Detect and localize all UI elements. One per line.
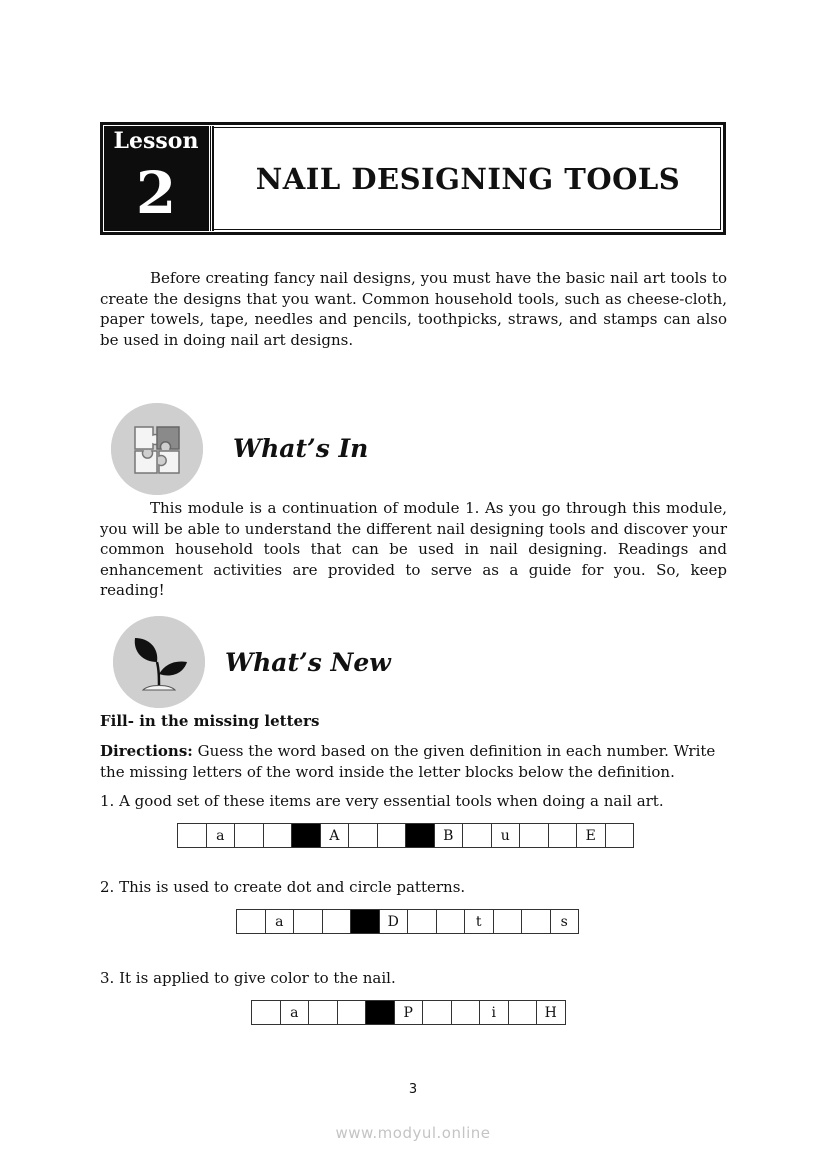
whats-in-paragraph: [100, 498, 727, 601]
letter-block[interactable]: [178, 824, 207, 848]
letter-block: u: [492, 824, 521, 848]
watermark: www.modyul.online: [335, 1124, 491, 1142]
letter-block[interactable]: [408, 910, 437, 934]
letter-block: P: [395, 1001, 424, 1025]
lesson-number: 2: [135, 159, 177, 227]
letter-block[interactable]: [235, 824, 264, 848]
letter-block[interactable]: [509, 1001, 538, 1025]
intro-text: Before creating fancy nail designs, you must have the basic nail art tools to create the designs that you want. Common household tools, such as cheese-cloth, paper towels, tape, needles and pencils, toothpicks, straws, and stamps can also be used in doing nail art designs.: [100, 269, 727, 349]
letter-blocks-3: [251, 1000, 566, 1025]
letter-block: E: [577, 824, 606, 848]
question-2-text: 2. This is used to create dot and circle patterns.: [100, 878, 466, 896]
directions: [100, 741, 727, 782]
lesson-label: Lesson: [113, 128, 199, 154]
whats-in-title: What’s In: [233, 434, 369, 463]
directions-text: Guess the word based on the given definition in each number. Write the missing letters of the word inside the letter blocks below the definition.: [100, 742, 716, 781]
letter-block[interactable]: [237, 910, 266, 934]
activity-title: Fill- in the missing letters: [100, 712, 320, 730]
letter-block-filled: [366, 1001, 395, 1025]
letter-block: D: [380, 910, 409, 934]
letter-block: H: [537, 1001, 566, 1025]
letter-block: A: [321, 824, 350, 848]
letter-blocks-2: [236, 909, 579, 934]
letter-block-filled: [351, 910, 380, 934]
page-number: 3: [408, 1082, 418, 1097]
letter-block[interactable]: [309, 1001, 338, 1025]
directions-label: Directions:: [100, 742, 193, 760]
letter-block[interactable]: [338, 1001, 367, 1025]
letter-block[interactable]: [349, 824, 378, 848]
letter-block: s: [551, 910, 580, 934]
letter-block[interactable]: [606, 824, 635, 848]
letter-block: a: [266, 910, 295, 934]
question-1-text: 1. A good set of these items are very essential tools when doing a nail art.: [100, 792, 664, 810]
letter-block: a: [281, 1001, 310, 1025]
letter-block[interactable]: [252, 1001, 281, 1025]
letter-block: B: [435, 824, 464, 848]
question-3-text: 3. It is applied to give color to the nail.: [100, 969, 396, 987]
letter-block: a: [207, 824, 236, 848]
letter-block[interactable]: [264, 824, 293, 848]
letter-block[interactable]: [463, 824, 492, 848]
letter-block: i: [480, 1001, 509, 1025]
whats-in-text: This module is a continuation of module 1. As you go through this module, you will be able to understand the different nail designing tools and discover your common household tools that can be used in nail designing. Readings and enhancement activities are provided to serve as a guide for you. So, keep reading!: [100, 499, 727, 599]
letter-block[interactable]: [452, 1001, 481, 1025]
letter-blocks-1: [177, 823, 634, 848]
letter-block[interactable]: [494, 910, 523, 934]
letter-block[interactable]: [423, 1001, 452, 1025]
letter-block[interactable]: [549, 824, 578, 848]
letter-block-filled: [292, 824, 321, 848]
letter-block[interactable]: [323, 910, 352, 934]
intro-paragraph: [100, 268, 727, 350]
letter-block[interactable]: [522, 910, 551, 934]
puzzle-icon: [111, 403, 203, 495]
letter-block[interactable]: [520, 824, 549, 848]
letter-block[interactable]: [294, 910, 323, 934]
letter-block: t: [465, 910, 494, 934]
lesson-title: NAIL DESIGNING TOOLS: [212, 126, 722, 231]
letter-block[interactable]: [378, 824, 407, 848]
whats-new-title: What’s New: [225, 648, 391, 677]
letter-block-filled: [406, 824, 435, 848]
sprout-icon: [113, 616, 205, 708]
letter-block[interactable]: [437, 910, 466, 934]
